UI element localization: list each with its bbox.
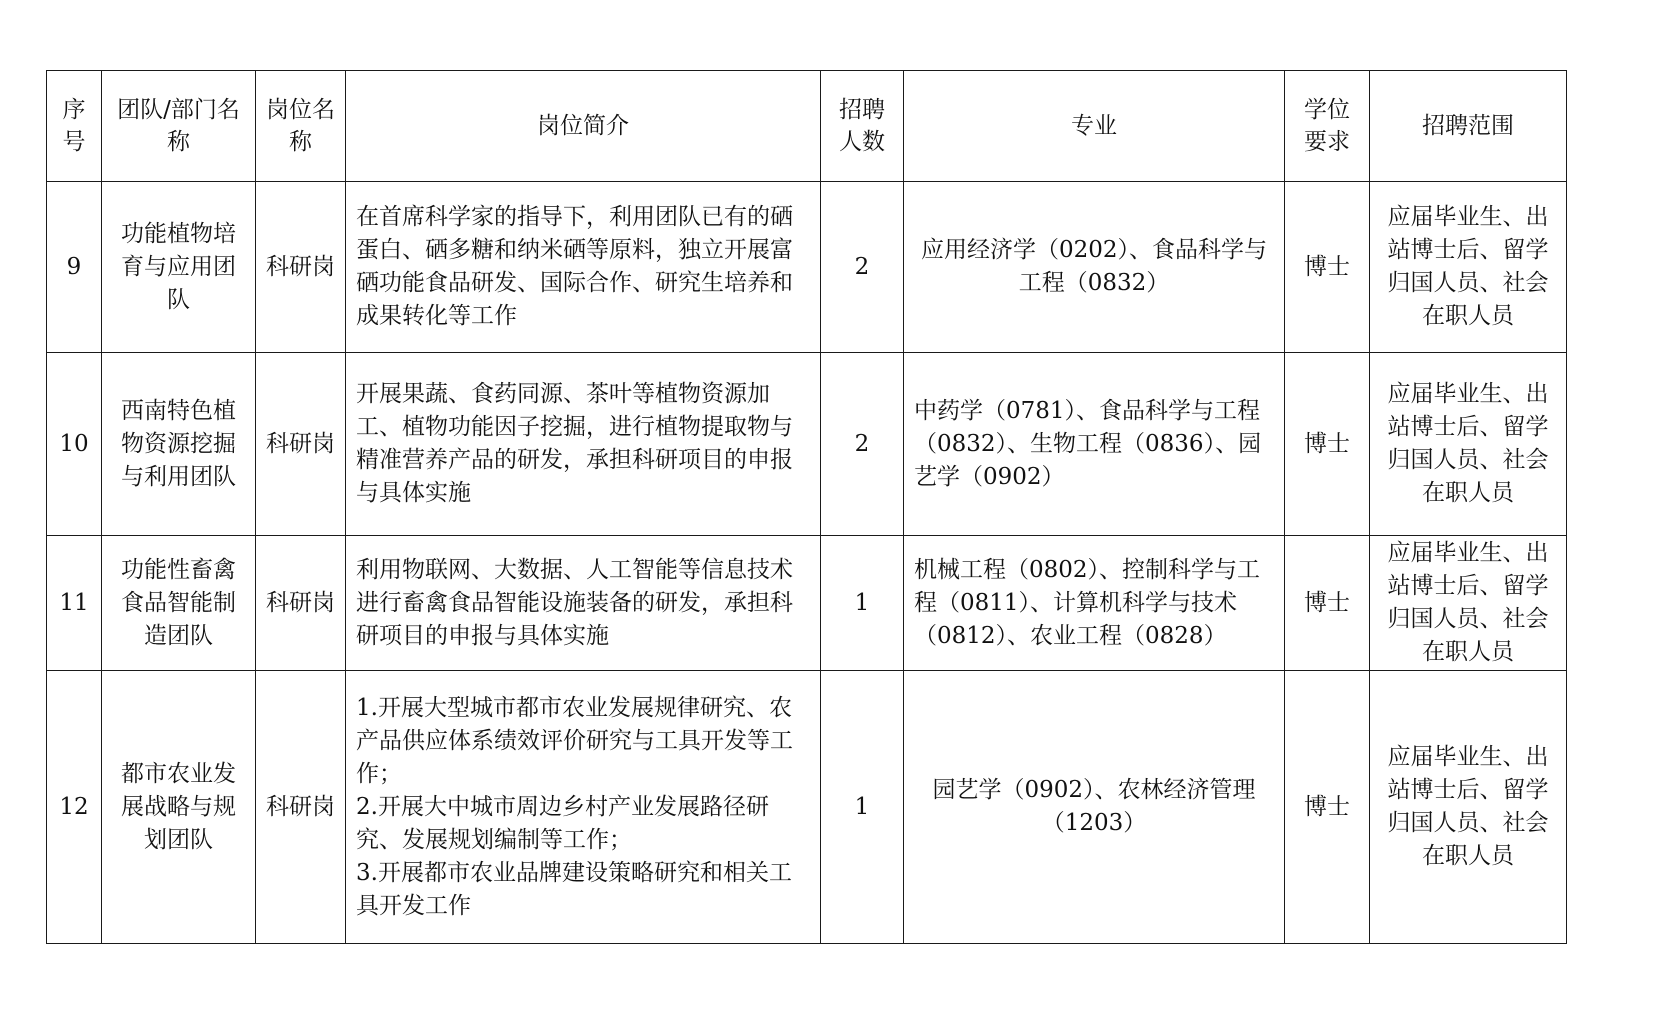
cell-intro: 开展果蔬、食药同源、茶叶等植物资源加工、植物功能因子挖掘，进行植物提取物与精准营养产品的研发，承担科研项目的申报与具体实施 bbox=[346, 353, 821, 536]
table-row bbox=[47, 353, 1567, 536]
header-degree: 学位要求 bbox=[1285, 71, 1370, 182]
cell-scope: 应届毕业生、出站博士后、留学归国人员、社会在职人员 bbox=[1370, 353, 1567, 536]
cell-intro bbox=[346, 671, 821, 944]
cell-index: 9 bbox=[47, 182, 102, 353]
header-index: 序号 bbox=[47, 71, 102, 182]
cell-degree: 博士 bbox=[1285, 536, 1370, 671]
cell-scope: 应届毕业生、出站博士后、留学归国人员、社会在职人员 bbox=[1370, 671, 1567, 944]
cell-post: 科研岗 bbox=[256, 353, 346, 536]
header-scope: 招聘范围 bbox=[1370, 71, 1567, 182]
cell-major: 机械工程（0802）、控制科学与工程（0811）、计算机科学与技术（0812）、农业工程（0828） bbox=[904, 536, 1285, 671]
cell-scope: 应届毕业生、出站博士后、留学归国人员、社会在职人员 bbox=[1370, 536, 1567, 671]
cell-count: 1 bbox=[821, 671, 904, 944]
header-dept: 团队/部门名称 bbox=[102, 71, 256, 182]
header-intro: 岗位简介 bbox=[346, 71, 821, 182]
cell-count: 1 bbox=[821, 536, 904, 671]
cell-dept: 功能植物培育与应用团队 bbox=[102, 182, 256, 353]
intro-item: 1.开展大型城市都市农业发展规律研究、农产品供应体系绩效评价研究与工具开发等工作； bbox=[356, 694, 793, 787]
cell-count: 2 bbox=[821, 353, 904, 536]
cell-count: 2 bbox=[821, 182, 904, 353]
intro-item: 3.开展都市农业品牌建设策略研究和相关工具开发工作 bbox=[356, 859, 792, 919]
cell-dept: 都市农业发展战略与规划团队 bbox=[102, 671, 256, 944]
cell-scope: 应届毕业生、出站博士后、留学归国人员、社会在职人员 bbox=[1370, 182, 1567, 353]
cell-dept: 西南特色植物资源挖掘与利用团队 bbox=[102, 353, 256, 536]
cell-degree: 博士 bbox=[1285, 671, 1370, 944]
recruitment-table bbox=[46, 70, 1567, 944]
cell-post: 科研岗 bbox=[256, 671, 346, 944]
header-post: 岗位名称 bbox=[256, 71, 346, 182]
header-count: 招聘人数 bbox=[821, 71, 904, 182]
cell-intro: 在首席科学家的指导下，利用团队已有的硒蛋白、硒多糖和纳米硒等原料，独立开展富硒功能食品研发、国际合作、研究生培养和成果转化等工作 bbox=[346, 182, 821, 353]
cell-degree: 博士 bbox=[1285, 353, 1370, 536]
cell-index: 12 bbox=[47, 671, 102, 944]
cell-post: 科研岗 bbox=[256, 536, 346, 671]
recruitment-table-sheet bbox=[46, 70, 1566, 944]
table-row bbox=[47, 182, 1567, 353]
table-row bbox=[47, 536, 1567, 671]
table-header-row bbox=[47, 71, 1567, 182]
cell-major: 园艺学（0902）、农林经济管理（1203） bbox=[904, 671, 1285, 944]
cell-degree: 博士 bbox=[1285, 182, 1370, 353]
header-major: 专业 bbox=[904, 71, 1285, 182]
cell-intro: 利用物联网、大数据、人工智能等信息技术进行畜禽食品智能设施装备的研发，承担科研项目的申报与具体实施 bbox=[346, 536, 821, 671]
cell-major: 应用经济学（0202）、食品科学与工程（0832） bbox=[904, 182, 1285, 353]
cell-dept: 功能性畜禽食品智能制造团队 bbox=[102, 536, 256, 671]
cell-post: 科研岗 bbox=[256, 182, 346, 353]
cell-major: 中药学（0781）、食品科学与工程（0832）、生物工程（0836）、园艺学（0902） bbox=[904, 353, 1285, 536]
intro-item: 2.开展大中城市周边乡村产业发展路径研究、发展规划编制等工作； bbox=[356, 793, 769, 853]
cell-index: 11 bbox=[47, 536, 102, 671]
table-row bbox=[47, 671, 1567, 944]
cell-index: 10 bbox=[47, 353, 102, 536]
